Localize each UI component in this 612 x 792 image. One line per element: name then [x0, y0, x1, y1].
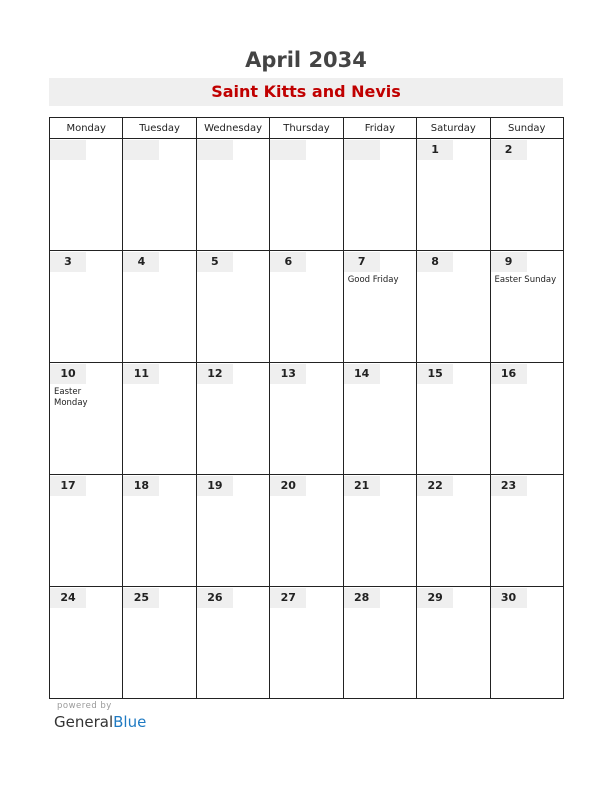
day-number: 28: [344, 588, 380, 608]
holiday-label: Good Friday: [347, 275, 399, 285]
day-cell[interactable]: [490, 587, 563, 699]
day-number: 21: [344, 476, 380, 496]
day-cell[interactable]: [343, 251, 416, 363]
day-cell[interactable]: [196, 139, 269, 251]
day-cell[interactable]: [123, 363, 196, 475]
day-cell[interactable]: [50, 363, 123, 475]
day-number: 3: [50, 252, 86, 272]
day-cell[interactable]: [417, 139, 490, 251]
day-number: 29: [417, 588, 453, 608]
calendar-body: [50, 139, 564, 699]
day-cell[interactable]: [196, 475, 269, 587]
day-cell[interactable]: [270, 475, 343, 587]
day-number: 27: [270, 588, 306, 608]
day-cell[interactable]: [417, 251, 490, 363]
day-cell[interactable]: [270, 363, 343, 475]
empty-day-marker: [344, 140, 380, 160]
day-number: 16: [491, 364, 527, 384]
day-number: 17: [50, 476, 86, 496]
empty-day-marker: [270, 140, 306, 160]
day-cell[interactable]: [490, 475, 563, 587]
week-row: [50, 251, 564, 363]
day-cell[interactable]: [343, 139, 416, 251]
day-cell[interactable]: [270, 251, 343, 363]
day-number: 22: [417, 476, 453, 496]
day-cell[interactable]: [490, 363, 563, 475]
day-number: 1: [417, 140, 453, 160]
day-number: 6: [270, 252, 306, 272]
weekday-header: Sunday: [490, 118, 563, 139]
day-number: 11: [123, 364, 159, 384]
day-cell[interactable]: [343, 475, 416, 587]
day-cell[interactable]: [123, 475, 196, 587]
weekday-header: Wednesday: [196, 118, 269, 139]
day-number: 8: [417, 252, 453, 272]
day-number: 25: [123, 588, 159, 608]
day-number: 7: [344, 252, 380, 272]
day-number: 9: [491, 252, 527, 272]
day-number: 30: [491, 588, 527, 608]
week-row: [50, 363, 564, 475]
day-number: 4: [123, 252, 159, 272]
day-number: 10: [50, 364, 86, 384]
day-cell[interactable]: [490, 251, 563, 363]
day-cell[interactable]: [123, 587, 196, 699]
empty-day-marker: [123, 140, 159, 160]
day-number: 13: [270, 364, 306, 384]
day-number: 20: [270, 476, 306, 496]
brand-blue: Blue: [113, 713, 147, 731]
weekday-header: Friday: [343, 118, 416, 139]
day-cell[interactable]: [270, 587, 343, 699]
day-cell[interactable]: [417, 587, 490, 699]
page-title: April 2034: [245, 48, 367, 72]
day-cell[interactable]: [417, 363, 490, 475]
holiday-label: Easter Sunday: [494, 275, 557, 285]
day-cell[interactable]: [196, 587, 269, 699]
weekday-header: Tuesday: [123, 118, 196, 139]
day-number: 12: [197, 364, 233, 384]
day-cell[interactable]: [123, 139, 196, 251]
weekday-header: Monday: [50, 118, 123, 139]
country-banner: Saint Kitts and Nevis: [49, 78, 563, 106]
day-number: 15: [417, 364, 453, 384]
week-row: [50, 587, 564, 699]
brand-general: General: [54, 713, 114, 731]
day-cell[interactable]: [50, 139, 123, 251]
day-number: 5: [197, 252, 233, 272]
empty-day-marker: [50, 140, 86, 160]
day-number: 23: [491, 476, 527, 496]
day-cell[interactable]: [50, 251, 123, 363]
day-cell[interactable]: [490, 139, 563, 251]
day-cell[interactable]: [196, 363, 269, 475]
weekday-header: Saturday: [417, 118, 490, 139]
week-row: [50, 139, 564, 251]
day-number: 24: [50, 588, 86, 608]
holiday-label: Easter Monday: [54, 387, 88, 408]
powered-by-label: powered by: [57, 701, 112, 711]
day-number: 2: [491, 140, 527, 160]
day-cell[interactable]: [343, 587, 416, 699]
day-number: 26: [197, 588, 233, 608]
day-number: 14: [344, 364, 380, 384]
day-cell[interactable]: [50, 475, 123, 587]
day-cell[interactable]: [417, 475, 490, 587]
day-cell[interactable]: [50, 587, 123, 699]
weekday-header-row: [50, 118, 564, 139]
day-cell[interactable]: [270, 139, 343, 251]
week-row: [50, 475, 564, 587]
day-number: 18: [123, 476, 159, 496]
day-cell[interactable]: [196, 251, 269, 363]
day-cell[interactable]: [123, 251, 196, 363]
day-cell[interactable]: [343, 363, 416, 475]
weekday-header: Thursday: [270, 118, 343, 139]
day-number: 19: [197, 476, 233, 496]
calendar-grid: [49, 117, 564, 699]
empty-day-marker: [197, 140, 233, 160]
brand-logo[interactable]: [54, 713, 146, 731]
